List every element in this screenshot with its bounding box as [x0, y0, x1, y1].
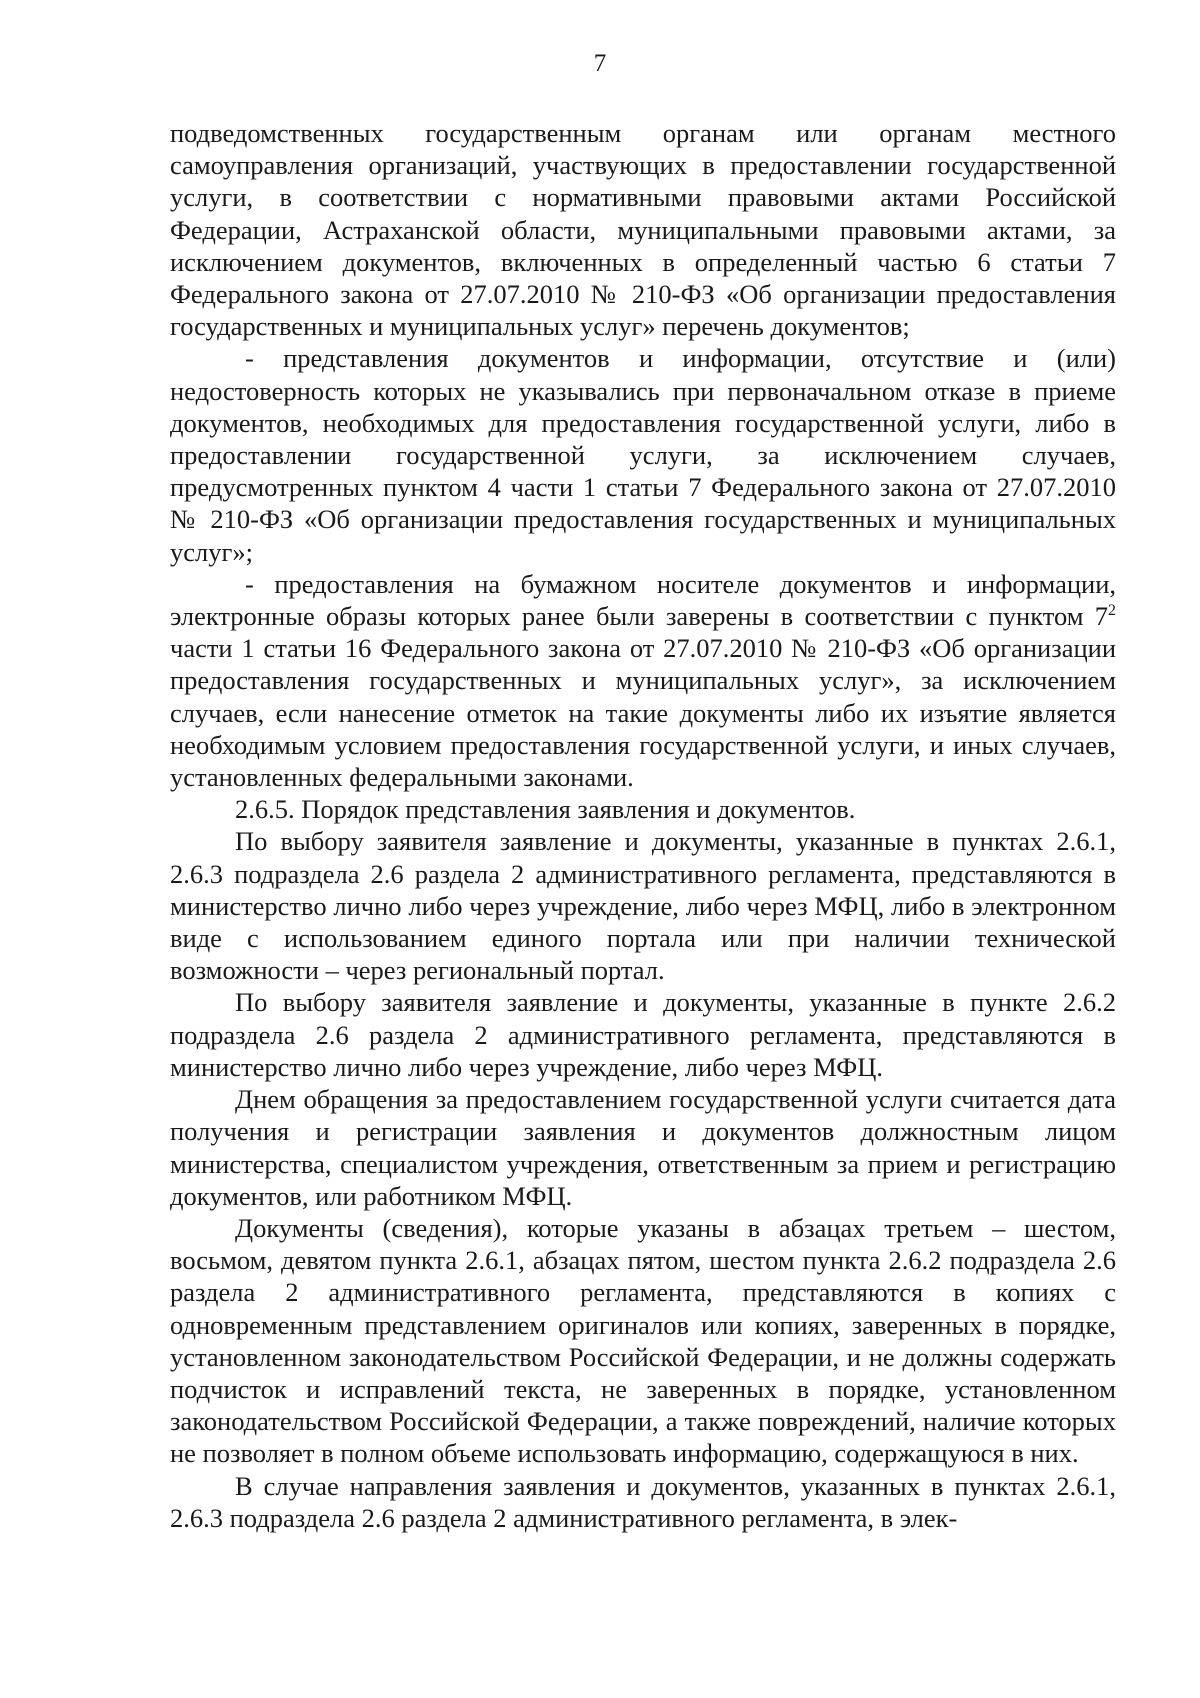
section-heading: 2.6.5. Порядок представления заявления и документов.: [235, 794, 856, 825]
paragraph-electronic: В случае направления заявления и документов, указанных в пунктах 2.6.1, 2.6.3 подраздела 2.6 раздела 2 административного регламента, в элек-: [170, 1470, 1116, 1533]
paragraph-continuation: подведомственных государственным органам или органам местного самоуправления организаций, участвующих в предоставлении государственной услуги, в соответствии с нормативными правовыми актами Российской Федерации, Астраханской области, муниципальными правовыми актами, за исключением документов, включенных в определенный частью 6 статьи 7 Федерального закона от 27.07.2010 № 210-ФЗ «Об организации предоставления государственных и муниципальных услуг» перечень документов;: [170, 118, 1116, 342]
paragraph-dash-item-2: [170, 568, 1116, 793]
paragraph-dash-item-1: - представления документов и информации, отсутствие и (или) недостоверность которых не указывались при первоначальном отказе в приеме документов, необходимых для предоставления государственной услуги, либо в предоставлении государственной услуги, за исключением случаев, предусмотренных пунктом 4 части 1 статьи 7 Федерального закона от 27.07.2010 № 210-ФЗ «Об организации предоставления государственных и муниципальных услуг»;: [170, 343, 1116, 567]
dash-item-2-text-before: - предоставления на бумажном носителе документов и информации, электронные образы которых ранее были заверены в соответствии с пунктом 7: [170, 568, 1116, 632]
dash-item-2-text-after: части 1 статьи 16 Федерального закона от 27.07.2010 № 210-ФЗ «Об организации предоставления государственных и муниципальных услуг», за исключением случаев, если нанесение отметок на такие документы либо их изъятие является необходимым условием предоставления государственной услуги, и иных случаев, установленных федеральными законами.: [170, 633, 1116, 793]
paragraph-choice-1: По выбору заявителя заявление и документы, указанные в пунктах 2.6.1, 2.6.3 подраздела 2.6 раздела 2 административного регламента, представляются в министерство лично либо через учреждение, либо через МФЦ, либо в электронном виде с использованием единого портала или при наличии технической возможности – через региональный портал.: [170, 826, 1116, 986]
document-body: [170, 117, 1116, 1534]
page-number: 7: [593, 50, 607, 77]
paragraph-documents: Документы (сведения), которые указаны в абзацах третьем – шестом, восьмом, девятом пункта 2.6.1, абзацах пятом, шестом пункта 2.6.2 подраздела 2.6 раздела 2 административного регламента, представляются в копиях с одновременным представлением оригиналов или копиях, заверенных в порядке, установленном законодательством Российской Федерации, и не должны содержать подчисток и исправлений текста, не заверенных в порядке, установленном законодательством Российской Федерации, а также повреждений, наличие которых не позволяет в полном объеме использовать информацию, содержащуюся в них.: [170, 1212, 1116, 1469]
paragraph-date: Днем обращения за предоставлением государственной услуги считается дата получения и регистрации заявления и документов должностным лицом министерства, специалистом учреждения, ответственным за прием и регистрацию документов, или работником МФЦ.: [170, 1084, 1116, 1211]
superscript-mark: 2: [1108, 602, 1116, 620]
paragraph-choice-2: По выбору заявителя заявление и документы, указанные в пункте 2.6.2 подраздела 2.6 раздела 2 административного регламента, представляются в министерство лично либо через учреждение, либо через МФЦ.: [170, 987, 1116, 1082]
